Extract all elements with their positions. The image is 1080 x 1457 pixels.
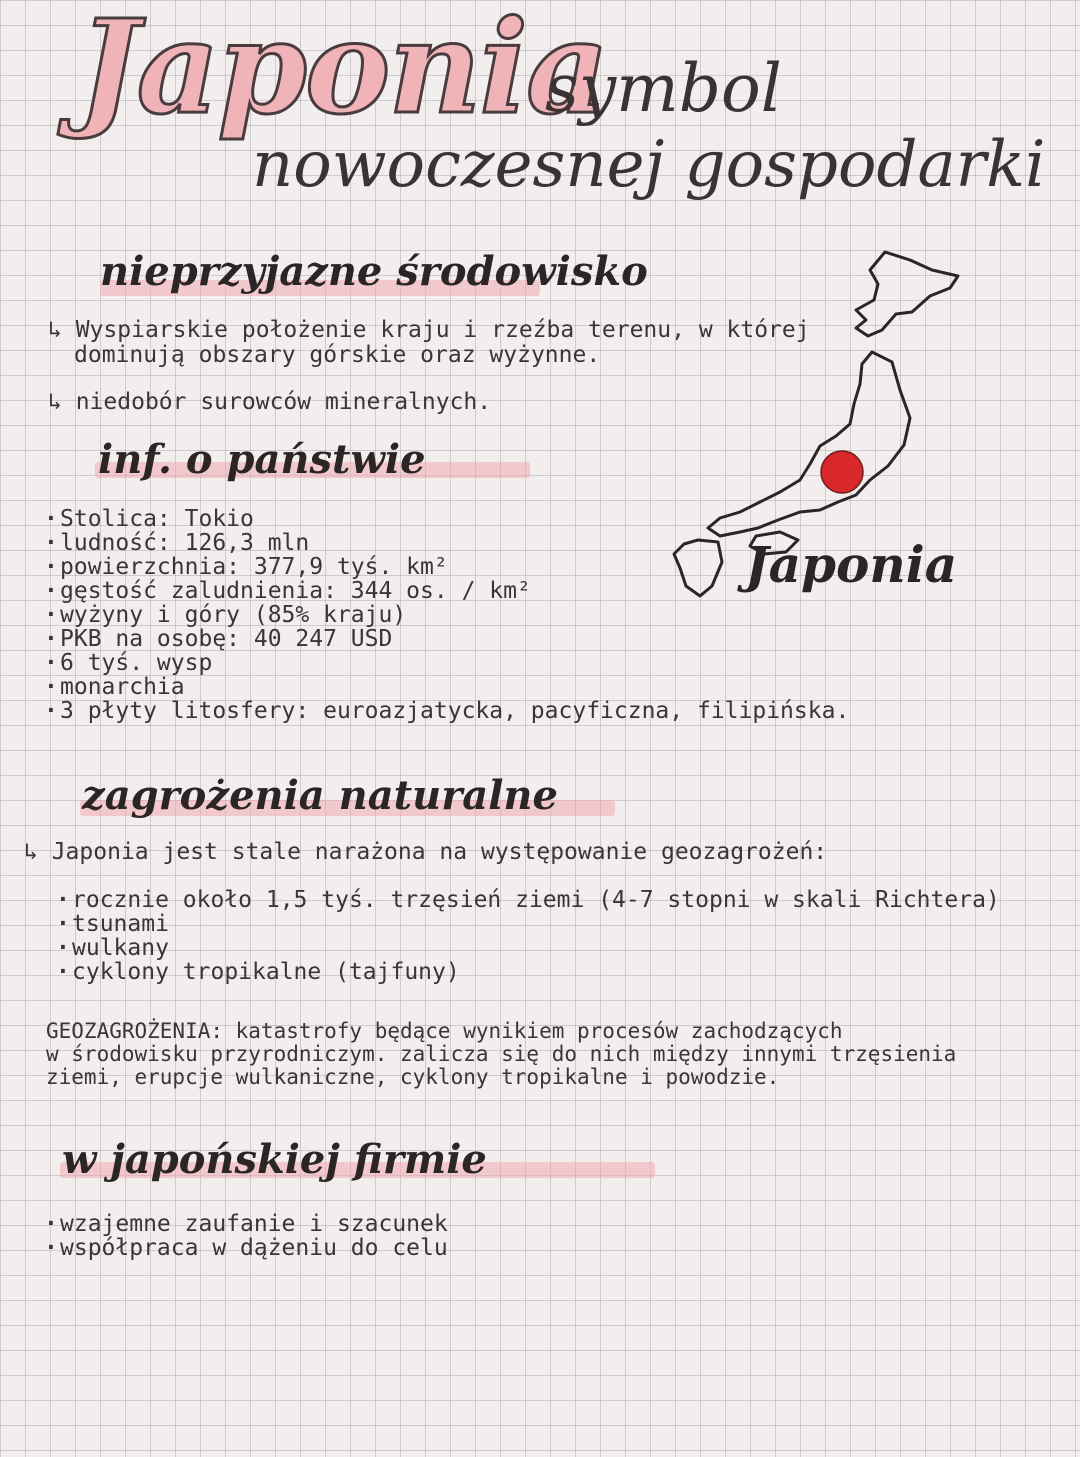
environment-item-1: ↳ Wyspiarskie położenie kraju i rzeźba terenu, w której: [48, 318, 810, 342]
list-item: · 3 płyty litosfery: euroazjatycka, pacyficzna, filipińska.: [44, 699, 849, 723]
definition-line: GEOZAGROŻENIA: katastrofy będące wynikiem procesów zachodzących: [46, 1019, 843, 1043]
list-item: · cyklony tropikalne (tajfuny): [56, 960, 1000, 984]
hazards-intro: ↳ Japonia jest stale narażona na występowanie geozagrożeń:: [24, 840, 827, 864]
list-item: · PKB na osobę: 40 247 USD: [44, 627, 849, 651]
page-subtitle-line2: nowoczesnej gospodarki: [252, 128, 1046, 202]
page-title: Japonia: [78, 0, 607, 143]
list-item: · wulkany: [56, 936, 1000, 960]
definition-line: ziemi, erupcje wulkaniczne, cyklony tropikalne i powodzie.: [46, 1065, 780, 1089]
definition-line: w środowisku przyrodniczym. zalicza się do nich między innymi trzęsienia: [46, 1042, 957, 1066]
list-item: · wyżyny i góry (85% kraju): [44, 603, 849, 627]
list-item: · powierzchnia: 377,9 tyś. km²: [44, 555, 849, 579]
map-label: Japonia: [745, 535, 958, 594]
list-item: · tsunami: [56, 912, 1000, 936]
list-item: · monarchia: [44, 675, 849, 699]
list-item: · 6 tyś. wysp: [44, 651, 849, 675]
tokyo-marker: [821, 451, 863, 493]
geohazards-definition: [46, 1020, 956, 1089]
list-item: · współpraca w dążeniu do celu: [44, 1236, 448, 1260]
list-item: · rocznie około 1,5 tyś. trzęsień ziemi (4-7 stopni w skali Richtera): [56, 888, 1000, 912]
list-item: · wzajemne zaufanie i szacunek: [44, 1212, 448, 1236]
section-heading-company: w japońskiej firmie: [62, 1136, 487, 1183]
list-item: · gęstość zaludnienia: 344 os. / km²: [44, 579, 849, 603]
section-heading-hazards: zagrożenia naturalne: [82, 772, 558, 819]
section-heading-environment: nieprzyjazne środowisko: [100, 248, 648, 295]
page-subtitle-line1: symbol: [545, 50, 782, 127]
environment-item-2: ↳ niedobór surowców mineralnych.: [48, 390, 491, 414]
list-item: · ludność: 126,3 mln: [44, 531, 849, 555]
section-heading-state-info: inf. o państwie: [98, 436, 426, 483]
list-item: · Stolica: Tokio: [44, 507, 849, 531]
company-list: [44, 1212, 448, 1260]
environment-item-1-cont: dominują obszary górskie oraz wyżynne.: [74, 342, 601, 368]
hazards-list: [56, 888, 1000, 984]
